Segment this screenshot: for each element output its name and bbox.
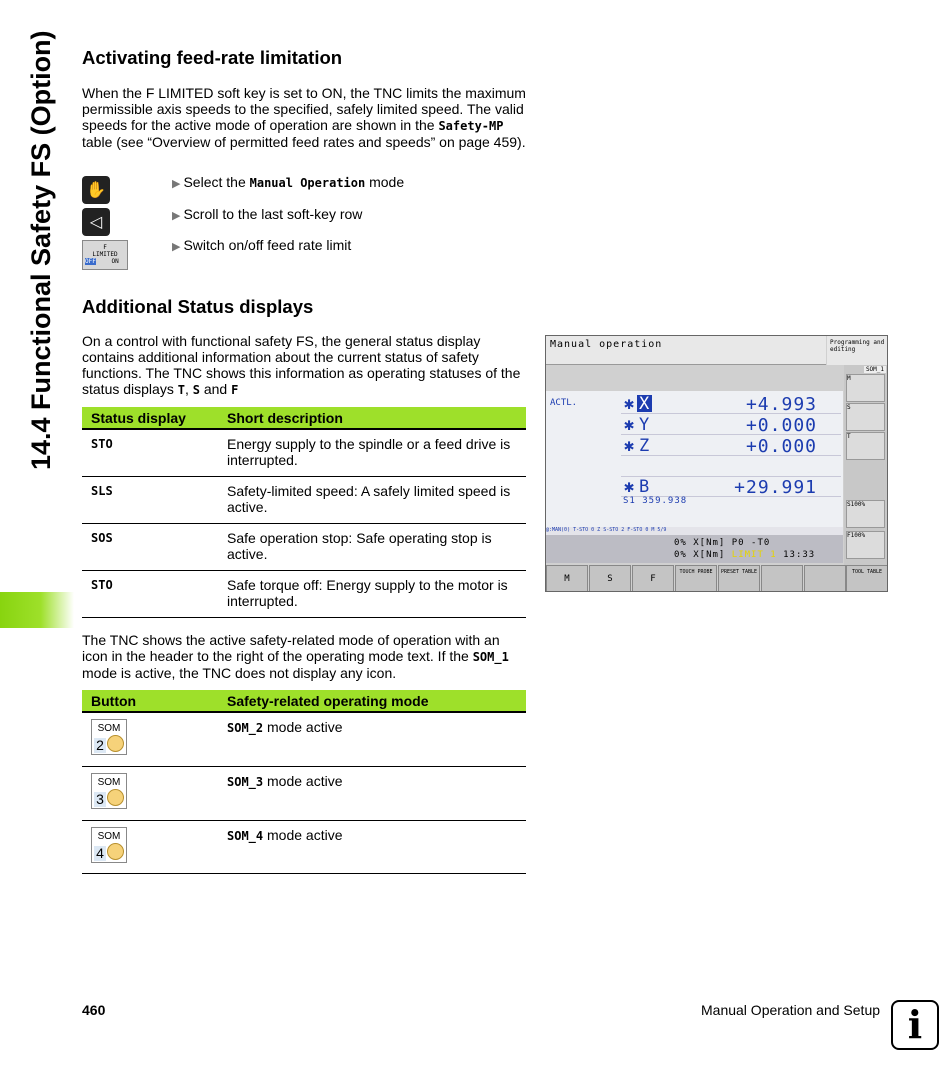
table-row: STO Energy supply to the spindle or a feed drive is interrupted. [82,429,526,477]
screen-feed-area: 0% X[Nm] P0 -T0 0% X[Nm] LIMIT 1 13:33 [546,535,843,563]
status-display-table [82,407,526,618]
side-chapter-title: 14.4 Functional Safety FS (Option) [26,30,56,470]
som-3-icon: SOM 3 [91,773,127,809]
tnc-screenshot [545,335,888,592]
table-row: SOS Safe operation stop: Safe operating stop is active. [82,524,526,571]
f-limited-softkey-icon: F LIMITED OFF ON [82,240,128,270]
table-row: SLS Safety-limited speed: A safely limited speed is active. [82,477,526,524]
step-2: ▶ Scroll to the last soft-key row [172,206,363,222]
section2-paragraph-2: The TNC shows the active safety-related mode of operation with an icon in the header to the right of the operating mode text. If the SOM_1 mode is active, the TNC does not display any icon. [82,632,509,681]
som-4-icon: SOM 4 [91,827,127,863]
axis-row-y: ✱ Y +0.000 [621,415,841,435]
side-tab-marker [0,592,74,628]
table-row: SOM 2 SOM_2 mode active [82,712,526,766]
chapter-name: Manual Operation and Setup [701,1002,881,1018]
screen-softkey-row: M S F TOUCH PROBE PRESET TABLE TOOL TABLE [546,565,888,592]
manual-operation-key-icon: ✋ [82,176,110,204]
step-3: ▶ Switch on/off feed rate limit [172,237,352,253]
table2-header-button: Button [82,690,218,712]
info-icon: i [891,1000,939,1050]
screen-mode-title: Manual operation [546,336,826,365]
screen-status-line: @:MAN(0) T-STO 0 Z S-STO 2 F-STO 0 M 5/9 [546,527,843,536]
section2-paragraph: On a control with functional safety FS, the general status display contains additional information about the current status of safety functions. The TNC shows this information as operating statuses of the status displays T, S and F [82,333,521,397]
axis-row-z: ✱ Z +0.000 [621,436,841,456]
step-1: ▶ Select the Manual Operation mode [172,174,405,190]
table-row: SOM 4 SOM_4 mode active [82,820,526,873]
section1-paragraph: When the F LIMITED soft key is set to ON, the TNC limits the maximum permissible axis speeds to the specified, safely limited speed. The valid speeds for the active mode of operation are shown in the Safety-MP table (see “Overview of permitted feed rates and speeds” on page 459). [82,85,526,150]
table-row: SOM 3 SOM_3 mode active [82,766,526,820]
table1-header-status: Status display [82,407,218,429]
section2-heading: Additional Status displays [82,296,314,317]
axis-row-x: ✱ X +4.993 [621,394,841,414]
som-2-icon: SOM 2 [91,719,127,755]
table-row: STO Safe torque off: Energy supply to the motor is interrupted. [82,571,526,618]
table2-header-mode: Safety-related operating mode [218,690,526,712]
spindle-position: S1 359.938 [623,496,688,506]
screen-mode2: Programming and editing [827,336,888,365]
axis-row-b: ✱ B +29.991 [621,477,841,497]
page-number: 460 [82,1002,106,1018]
som-mode-table [82,690,526,874]
scroll-left-key-icon: ◁ [82,208,110,236]
screen-actl-label: ACTL. [550,398,578,408]
table1-header-desc: Short description [218,407,526,429]
axis-row-empty [621,457,841,477]
screen-right-panel: SOM_1 M S T S100% F100% [844,365,888,565]
section1-heading: Activating feed-rate limitation [82,47,343,68]
